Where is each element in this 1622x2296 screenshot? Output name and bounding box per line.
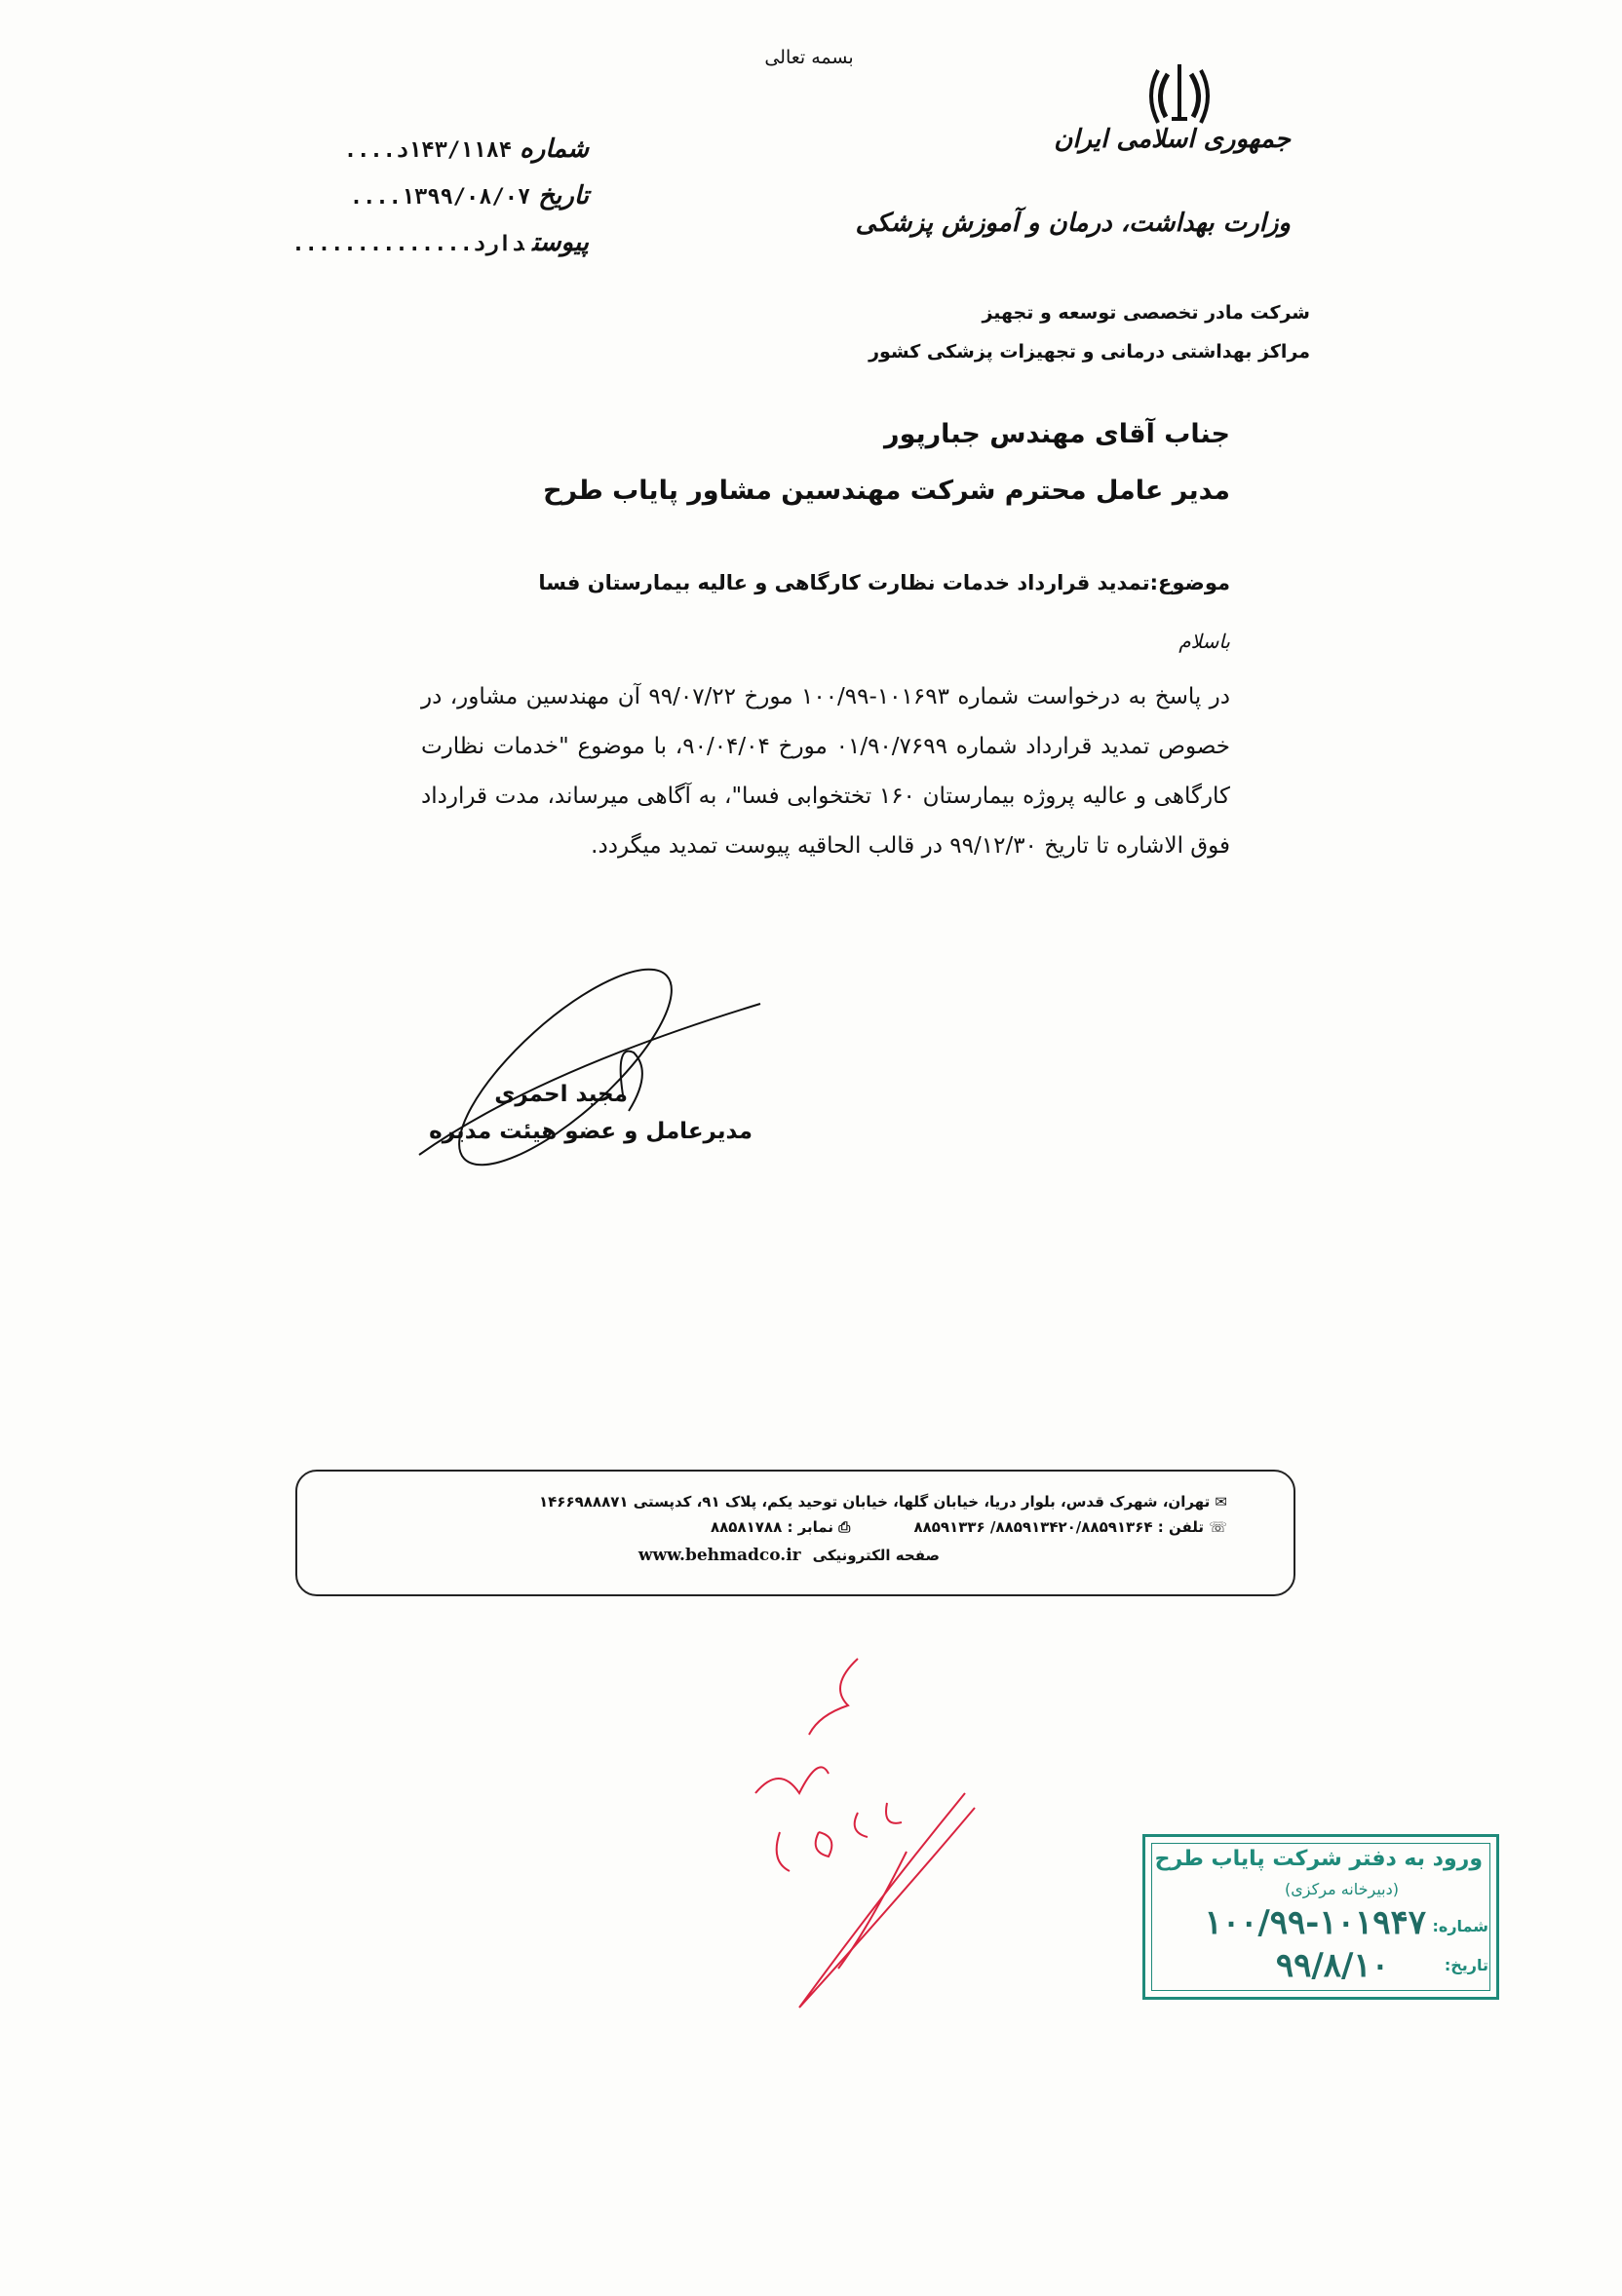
recipient-name: جناب آقای مهندس جبارپور bbox=[884, 419, 1230, 449]
organization-line-2: مراکز بهداشتی درمانی و تجهیزات پزشکی کشور bbox=[869, 341, 1310, 363]
organization-line-1: شرکت مادر تخصصی توسعه و تجهیز bbox=[982, 302, 1310, 324]
fax-icon: ⎙ bbox=[832, 1518, 851, 1536]
letter-date-value: ۱۳۹۹/۰۸/۰۷.... bbox=[349, 185, 531, 210]
footer-phone-text: تلفن : ۸۸۵۹۱۳۴۲۰/۸۸۵۹۱۳۶۴/ ۸۸۵۹۱۳۳۶ bbox=[913, 1518, 1205, 1536]
letter-number-value: ۱۴۳/۱۱۸۴د.... bbox=[343, 138, 513, 163]
received-stamp bbox=[1142, 1834, 1499, 2000]
stamp-subtitle: (دبیرخانه مرکزی) bbox=[1285, 1880, 1399, 1898]
footer-address bbox=[539, 1493, 1227, 1511]
stamp-number-value: ۱۰۰/۹۹-۱۰۱۹۴۷ bbox=[1204, 1903, 1426, 1942]
footer-phone-fax bbox=[711, 1518, 1227, 1536]
letter-subject: موضوع:تمدید قرارداد خدمات نظارت کارگاهی و عالیه بیمارستان فسا bbox=[538, 571, 1230, 594]
letter-attachment-label: پیوست bbox=[531, 228, 589, 257]
letter-number bbox=[344, 134, 589, 164]
stamp-date-label: تاریخ: bbox=[1444, 1956, 1488, 1974]
footer-website bbox=[638, 1546, 940, 1565]
greeting: باسلام bbox=[1178, 630, 1230, 653]
recipient-title: مدیر عامل محترم شرکت مهندسین مشاور پایاب طرح bbox=[543, 476, 1230, 506]
signer-title: مدیرعامل و عضو هیئت مدیره bbox=[429, 1119, 753, 1144]
stamp-title: ورود به دفتر شرکت پایاب طرح bbox=[1154, 1847, 1483, 1871]
letter-number-label: شماره bbox=[520, 134, 589, 164]
stamp-date-value: ۹۹/۸/۱۰ bbox=[1275, 1946, 1389, 1985]
footer-address-text: تهران، شهرک قدس، بلوار دریا، خیابان گلها، خیابان توحید یکم، پلاک ۹۱، کدپستی ۱۴۶۶۹۸۸۸۷۱ bbox=[539, 1493, 1211, 1511]
footer-website-label: صفحه الکترونیکی bbox=[812, 1547, 940, 1564]
letter-date bbox=[350, 181, 589, 210]
footer-fax-text: نمابر : ۸۸۵۸۱۷۸۸ bbox=[710, 1518, 833, 1536]
ministry-country-line: جمهوری اسلامی ایران bbox=[1054, 125, 1291, 154]
footer-website-link[interactable]: www.behmadco.ir bbox=[637, 1546, 801, 1565]
letter-attachment-value: دارد.............. bbox=[291, 232, 524, 256]
letter-attachment bbox=[291, 228, 589, 257]
signer-name: مجید احمری bbox=[494, 1082, 628, 1107]
letter-date-label: تاریخ bbox=[538, 181, 589, 210]
iran-emblem-icon bbox=[1140, 60, 1218, 131]
handwritten-signature bbox=[390, 955, 799, 1199]
letter-body: در پاسخ به درخواست شماره ۱۰۱۶۹۳-۱۰۰/۹۹ مورخ ۹۹/۰۷/۲۲ آن مهندسین مشاور، در خصوص تمدید قرارداد شماره ۰۱/۹۰/۷۶۹۹ مورخ ۹۰/۰۴/۰۴، با موضوع "خدمات نظارت کارگاهی و عالیه پروژه بیمارستان ۱۶۰ تختخوابی فسا"، به آگاهی میرساند، مدت قرارداد فوق الاشاره تا تاریخ ۹۹/۱۲/۳۰ در قالب الحاقیه پیوست تمدید میگردد. bbox=[421, 684, 1231, 859]
phone-icon: ☏ bbox=[1204, 1518, 1227, 1536]
red-handwritten-note bbox=[702, 1647, 994, 2037]
envelope-icon: ✉ bbox=[1210, 1493, 1227, 1511]
invocation-text: بسمه تعالی bbox=[764, 47, 854, 68]
stamp-number-label: شماره: bbox=[1432, 1917, 1488, 1935]
ministry-name-line: وزارت بهداشت، درمان و آموزش پزشکی bbox=[855, 209, 1291, 238]
